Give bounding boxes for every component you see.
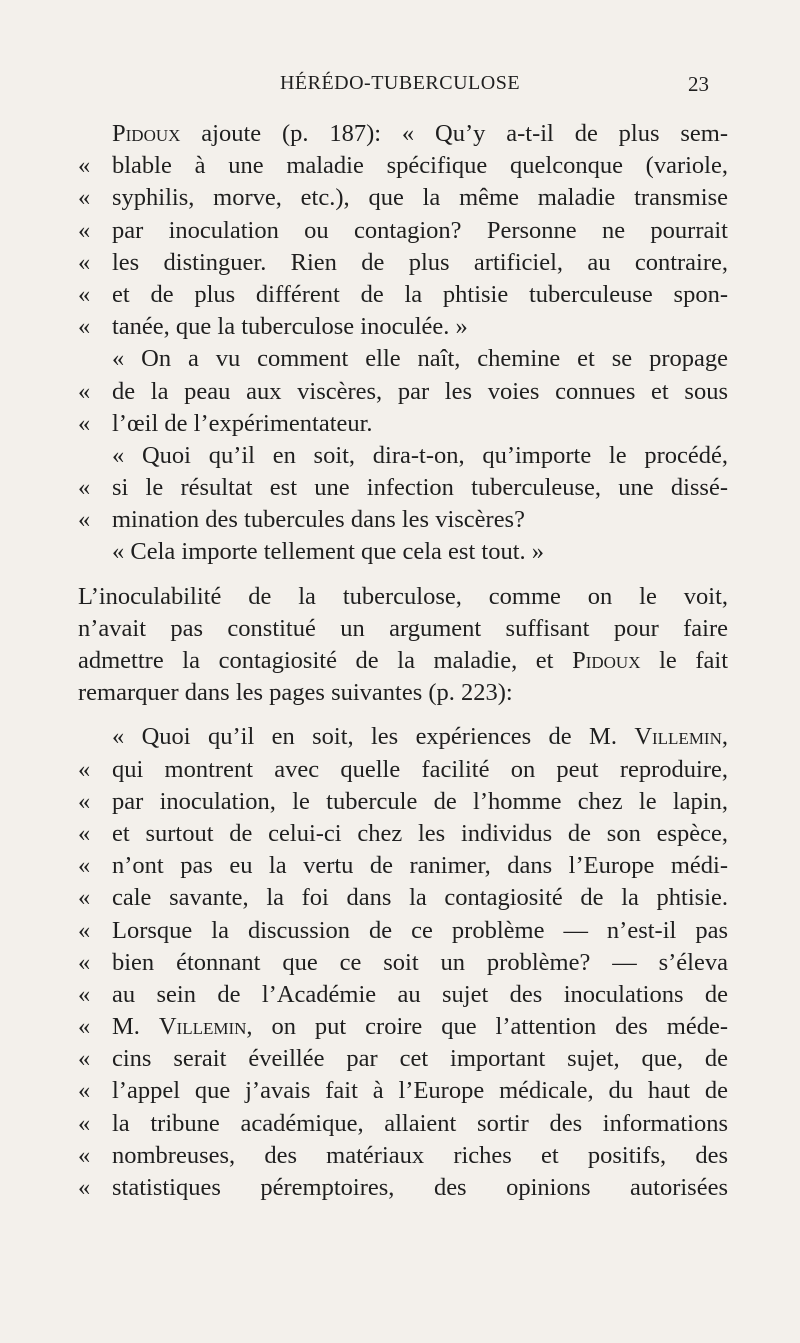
text-line: « par inoculation, le tubercule de l’homme chez le lapin, [78,787,728,815]
text-line: « Quoi qu’il en soit, les expériences de M. Villemin, [112,723,728,751]
text-line: remarquer dans les pages suivantes (p. 223): [78,679,513,707]
text-line: « par inoculation ou contagion? Personne ne pourrait [78,216,728,244]
text-line: « au sein de l’Académie au sujet des inoculations de [78,980,728,1008]
text-line: « les distinguer. Rien de plus artificiel, au contraire, [78,248,728,276]
text-line: « Quoi qu’il en soit, dira-t-on, qu’importe le procédé, [112,441,728,469]
text-line: « et surtout de celui-ci chez les individus de son espèce, [78,819,728,847]
page-number: 23 [688,72,709,96]
text-line: « qui montrent avec quelle facilité on peut reproduire, [78,755,728,783]
text-line: « cins serait éveillée par cet important sujet, que, de [78,1045,728,1073]
author-name: Pidoux [572,647,641,674]
text-line: « On a vu comment elle naît, chemine et se propage [112,345,728,373]
author-name: Villemin [158,1013,247,1041]
text-line: « nombreuses, des matériaux riches et positifs, des [78,1141,728,1169]
text-line: « de la peau aux viscères, par les voies connues et sous [78,377,728,405]
text-line: L’inoculabilité de la tuberculose, comme on le voit, [78,582,728,610]
text-line: « mination des tubercules dans les viscères? [78,506,525,534]
paragraph-gap [78,709,728,721]
text-line: « syphilis, morve, etc.), que la même maladie transmise [78,184,728,212]
text-line: « l’appel que j’avais fait à l’Europe médicale, du haut de [78,1077,728,1105]
text-line: « tanée, que la tuberculose inoculée. » [78,313,468,341]
text-line: « bien étonnant que ce soit un problème? — s’éleva [78,948,728,976]
page-header [0,72,800,102]
text-line: « cale savante, la foi dans la contagiosité de la phtisie. [78,884,728,912]
text-line: « et de plus différent de la phtisie tuberculeuse spon- [78,280,728,308]
running-title: HÉRÉDO-TUBERCULOSE [279,72,521,94]
text-line: admettre la contagiosité de la maladie, et Pidoux le fait [78,647,728,674]
text-line: « si le résultat est une infection tuberculeuse, une dissé- [78,474,728,502]
text-line: « Cela importe tellement que cela est tout. » [112,538,545,566]
author-name: Villemin [634,723,722,751]
text-line: « Lorsque la discussion de ce problème — n’est-il pas [78,916,728,944]
text-line: n’avait pas constitué un argument suffisant pour faire [78,614,728,642]
text-line: « statistiques péremptoires, des opinions autorisées [78,1174,728,1201]
text-line: « M. Villemin, on put croire que l’attention des méde- [78,1013,728,1041]
page-body [78,118,728,1204]
text-line: « blable à une maladie spécifique quelconque (variole, [78,152,728,180]
text-line: « n’ont pas eu la vertu de ranimer, dans l’Europe médi- [78,852,728,880]
text-line: « la tribune académique, allaient sortir des informations [78,1109,728,1137]
author-name: Pidoux [112,120,181,147]
paragraph-gap [78,569,728,581]
text-line: « l’œil de l’expérimentateur. [78,409,373,437]
text-line: Pidoux ajoute (p. 187): « Qu’y a-t-il de plus sem- [112,120,728,147]
